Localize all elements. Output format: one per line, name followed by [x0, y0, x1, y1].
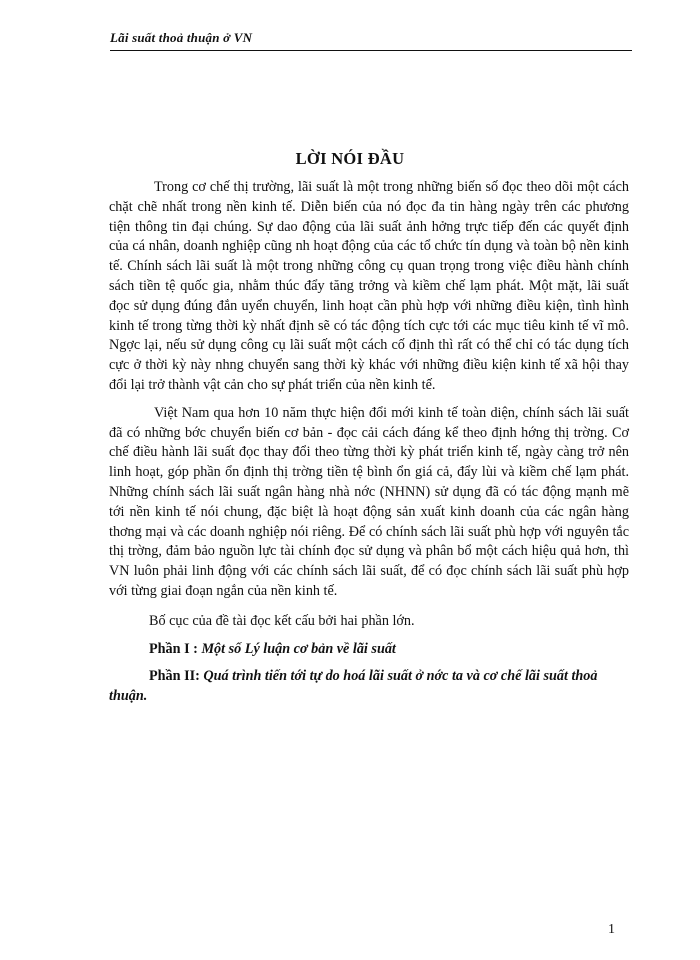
part-2-title: Quá trình tiến tới tự do hoá lãi suất ở nớc ta và cơ chế lãi suất thoả thuận.: [109, 668, 598, 705]
header-rule: [110, 50, 632, 51]
outline-part-1: [109, 640, 629, 660]
part-1-label: Phần I :: [149, 640, 198, 657]
page-number: 1: [608, 922, 615, 937]
part-1-title: Một số Lý luận cơ bản về lãi suất: [201, 640, 396, 657]
outline-intro: Bố cục của đề tài đọc kết cấu bởi hai phần lớn.: [149, 612, 415, 629]
outline: [109, 612, 629, 707]
header-title: Lãi suất thoả thuận ở VN: [110, 30, 253, 45]
running-header: [110, 30, 632, 50]
paragraph-1: Trong cơ chế thị trường, lãi suất là một trong những biến số đọc theo dõi một cách chặt chẽ nhất trong nền kinh tế. Diễn biến của nó đọc đa tin hàng ngày trên các phương tiện thông tin đại chúng. Sự dao động của lãi suất ảnh hởng trực tiếp đến các quyết định của cá nhân, doanh nghiệp cũng nh hoạt động của các tổ chức tín dụng và toàn bộ nền kinh tế. Chính sách lãi suất là một trong những công cụ quan trọng trong việc điều hành chính sách tiền tệ quốc gia, nhằm thúc đẩy tăng trởng và kiềm chế lạm phát. Một mặt, lãi suất đọc sử dụng đúng đắn uyển chuyển, linh hoạt cần phù hợp với những điều kiện, tình hình kinh tế trong từng thời kỳ nhất định sẽ có tác động tích cực tới các mục tiêu kinh tế vĩ mô. Ngợc lại, nếu sử dụng công cụ lãi suất một cách cố định thì rất có thể chỉ có tác dụng tích cực ở thời kỳ này nhng chuyển sang thời kỳ khác với những điều kiện kinh tế xã hội thay đổi lại trở thành vật cản cho sự phát triển của nền kinh tế.: [109, 179, 629, 393]
body-text: [109, 178, 629, 715]
page-title: LỜI NÓI ĐẦU: [295, 149, 405, 168]
outline-part-2: [109, 667, 629, 707]
part-2-label: Phần II:: [149, 668, 200, 685]
paragraph-2: Việt Nam qua hơn 10 năm thực hiện đổi mới kinh tế toàn diện, chính sách lãi suất đã có những bớc chuyển biến cơ bản - đọc cải cách đáng kể theo định hớng thị trờng. Cơ chế điều hành lãi suất đọc thay đổi theo từng thời kỳ phát triển kinh tế, ngày càng trở nên linh hoạt, góp phần ổn định thị trờng tiền tệ bình ổn giá cả, đẩy lùi và kiềm chế lạm phát. Những chính sách lãi suất ngân hàng nhà nớc (NHNN) sử dụng đã có tác động mạnh mẽ tới nền kinh tế nói chung, đặc biệt là hoạt động sản xuất kinh doanh của các ngân hàng thơng mại và các doanh nghiệp nói riêng. Để có chính sách lãi suất phù hợp với nguyên tắc thị trờng, đảm bảo nguồn lực tài chính đọc sử dụng và phân bổ một cách hiệu quả hơn, thì VN luôn phải linh động với các chính sách lãi suất, để có đọc chính sách lãi suất phù hợp với từng giai đoạn ngắn của nền kinh tế.: [109, 404, 629, 599]
